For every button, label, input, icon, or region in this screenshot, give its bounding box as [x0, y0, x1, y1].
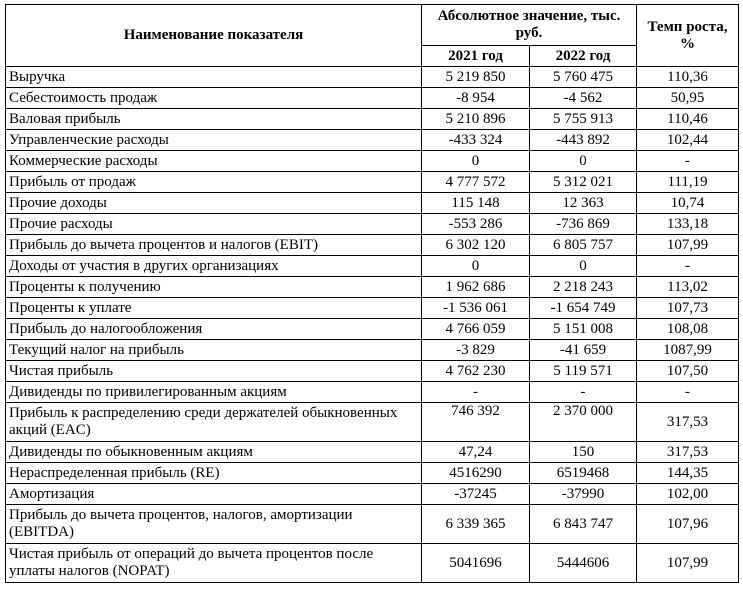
- value-2021-cell: -37245: [422, 484, 530, 505]
- growth-rate-cell: -: [637, 382, 739, 403]
- table-row: [6, 109, 739, 130]
- table-row: [6, 442, 739, 463]
- growth-rate-cell: 317,53: [637, 403, 739, 442]
- financial-indicators-table: [5, 4, 739, 583]
- growth-rate-cell: 1087,99: [637, 340, 739, 361]
- indicator-name-cell: Прибыль до вычета процентов и налогов (EBIT): [6, 235, 422, 256]
- table-row: [6, 193, 739, 214]
- table-row: [6, 256, 739, 277]
- value-2022-cell: 5 312 021: [530, 172, 637, 193]
- header-year-2021: 2021 год: [422, 46, 530, 67]
- value-2022-cell: 5 760 475: [530, 67, 637, 88]
- table-row: [6, 172, 739, 193]
- table-row: [6, 298, 739, 319]
- indicator-name-cell: Себестоимость продаж: [6, 88, 422, 109]
- indicator-name-cell: Прибыль к распределению среди держателей обыкновенных акций (EAC): [6, 403, 422, 442]
- table-row: [6, 277, 739, 298]
- value-2022-cell: 6 805 757: [530, 235, 637, 256]
- growth-rate-cell: -: [637, 256, 739, 277]
- value-2022-cell: 6 843 747: [530, 505, 637, 544]
- indicator-name-cell: Доходы от участия в других организациях: [6, 256, 422, 277]
- value-2021-cell: 4516290: [422, 463, 530, 484]
- value-2022-cell: 12 363: [530, 193, 637, 214]
- value-2021-cell: 5 219 850: [422, 67, 530, 88]
- table-row: [6, 361, 739, 382]
- growth-rate-cell: 107,99: [637, 235, 739, 256]
- growth-rate-cell: 108,08: [637, 319, 739, 340]
- header-year-2022: 2022 год: [530, 46, 637, 67]
- header-absolute-value: Абсолютное значение, тыс. руб.: [422, 5, 637, 46]
- value-2022-cell: -37990: [530, 484, 637, 505]
- value-2022-cell: 5 151 008: [530, 319, 637, 340]
- growth-rate-cell: 107,50: [637, 361, 739, 382]
- value-2021-cell: -8 954: [422, 88, 530, 109]
- indicator-name-cell: Проценты к получению: [6, 277, 422, 298]
- growth-rate-cell: 144,35: [637, 463, 739, 484]
- table-row: [6, 382, 739, 403]
- value-2021-cell: -433 324: [422, 130, 530, 151]
- header-indicator-name: Наименование показателя: [6, 5, 422, 67]
- growth-rate-cell: 107,73: [637, 298, 739, 319]
- table-row: [6, 403, 739, 442]
- value-2022-cell: 5 119 571: [530, 361, 637, 382]
- table-row: [6, 544, 739, 583]
- header-growth-rate: Темп роста, %: [637, 5, 739, 67]
- value-2021-cell: 5 210 896: [422, 109, 530, 130]
- indicator-name-cell: Прочие расходы: [6, 214, 422, 235]
- table-row: [6, 463, 739, 484]
- table-row: [6, 505, 739, 544]
- value-2022-cell: 2 218 243: [530, 277, 637, 298]
- table-row: [6, 340, 739, 361]
- indicator-name-cell: Текущий налог на прибыль: [6, 340, 422, 361]
- value-2022-cell: -736 869: [530, 214, 637, 235]
- table-row: [6, 319, 739, 340]
- indicator-name-cell: Дивиденды по обыкновенным акциям: [6, 442, 422, 463]
- value-2021-cell: 0: [422, 256, 530, 277]
- table-row: [6, 151, 739, 172]
- value-2022-cell: 0: [530, 151, 637, 172]
- table-row: [6, 67, 739, 88]
- growth-rate-cell: 107,96: [637, 505, 739, 544]
- value-2022-cell: -41 659: [530, 340, 637, 361]
- value-2021-cell: 4 766 059: [422, 319, 530, 340]
- value-2022-cell: -443 892: [530, 130, 637, 151]
- table-row: [6, 235, 739, 256]
- growth-rate-cell: 110,36: [637, 67, 739, 88]
- table-row: [6, 88, 739, 109]
- value-2021-cell: -3 829: [422, 340, 530, 361]
- value-2022-cell: -4 562: [530, 88, 637, 109]
- value-2021-cell: 6 302 120: [422, 235, 530, 256]
- value-2022-cell: -1 654 749: [530, 298, 637, 319]
- indicator-name-cell: Прибыль от продаж: [6, 172, 422, 193]
- value-2021-cell: -1 536 061: [422, 298, 530, 319]
- indicator-name-cell: Нераспределенная прибыль (RE): [6, 463, 422, 484]
- table-row: [6, 484, 739, 505]
- growth-rate-cell: 102,44: [637, 130, 739, 151]
- growth-rate-cell: 133,18: [637, 214, 739, 235]
- value-2021-cell: -: [422, 382, 530, 403]
- growth-rate-cell: 107,99: [637, 544, 739, 583]
- growth-rate-cell: 113,02: [637, 277, 739, 298]
- indicator-name-cell: Чистая прибыль: [6, 361, 422, 382]
- value-2022-cell: 5444606: [530, 544, 637, 583]
- value-2021-cell: 5041696: [422, 544, 530, 583]
- growth-rate-cell: 111,19: [637, 172, 739, 193]
- indicator-name-cell: Амортизация: [6, 484, 422, 505]
- indicator-name-cell: Дивиденды по привилегированным акциям: [6, 382, 422, 403]
- value-2021-cell: -553 286: [422, 214, 530, 235]
- indicator-name-cell: Валовая прибыль: [6, 109, 422, 130]
- value-2021-cell: 1 962 686: [422, 277, 530, 298]
- value-2021-cell: 4 762 230: [422, 361, 530, 382]
- growth-rate-cell: -: [637, 151, 739, 172]
- value-2022-cell: 0: [530, 256, 637, 277]
- indicator-name-cell: Проценты к уплате: [6, 298, 422, 319]
- value-2022-cell: 6519468: [530, 463, 637, 484]
- value-2021-cell: 0: [422, 151, 530, 172]
- indicator-name-cell: Прибыль до вычета процентов, налогов, амортизации (EBITDA): [6, 505, 422, 544]
- indicator-name-cell: Управленческие расходы: [6, 130, 422, 151]
- value-2022-cell: 2 370 000: [530, 403, 637, 442]
- table-row: [6, 130, 739, 151]
- value-2021-cell: 6 339 365: [422, 505, 530, 544]
- value-2022-cell: 150: [530, 442, 637, 463]
- value-2021-cell: 4 777 572: [422, 172, 530, 193]
- growth-rate-cell: 110,46: [637, 109, 739, 130]
- growth-rate-cell: 317,53: [637, 442, 739, 463]
- indicator-name-cell: Прибыль до налогообложения: [6, 319, 422, 340]
- table-row: [6, 214, 739, 235]
- indicator-name-cell: Коммерческие расходы: [6, 151, 422, 172]
- value-2021-cell: 47,24: [422, 442, 530, 463]
- growth-rate-cell: 10,74: [637, 193, 739, 214]
- value-2021-cell: 115 148: [422, 193, 530, 214]
- value-2022-cell: -: [530, 382, 637, 403]
- indicator-name-cell: Прочие доходы: [6, 193, 422, 214]
- indicator-name-cell: Чистая прибыль от операций до вычета процентов после уплаты налогов (NOPAT): [6, 544, 422, 583]
- value-2021-cell: 746 392: [422, 403, 530, 442]
- value-2022-cell: 5 755 913: [530, 109, 637, 130]
- indicator-name-cell: Выручка: [6, 67, 422, 88]
- growth-rate-cell: 50,95: [637, 88, 739, 109]
- growth-rate-cell: 102,00: [637, 484, 739, 505]
